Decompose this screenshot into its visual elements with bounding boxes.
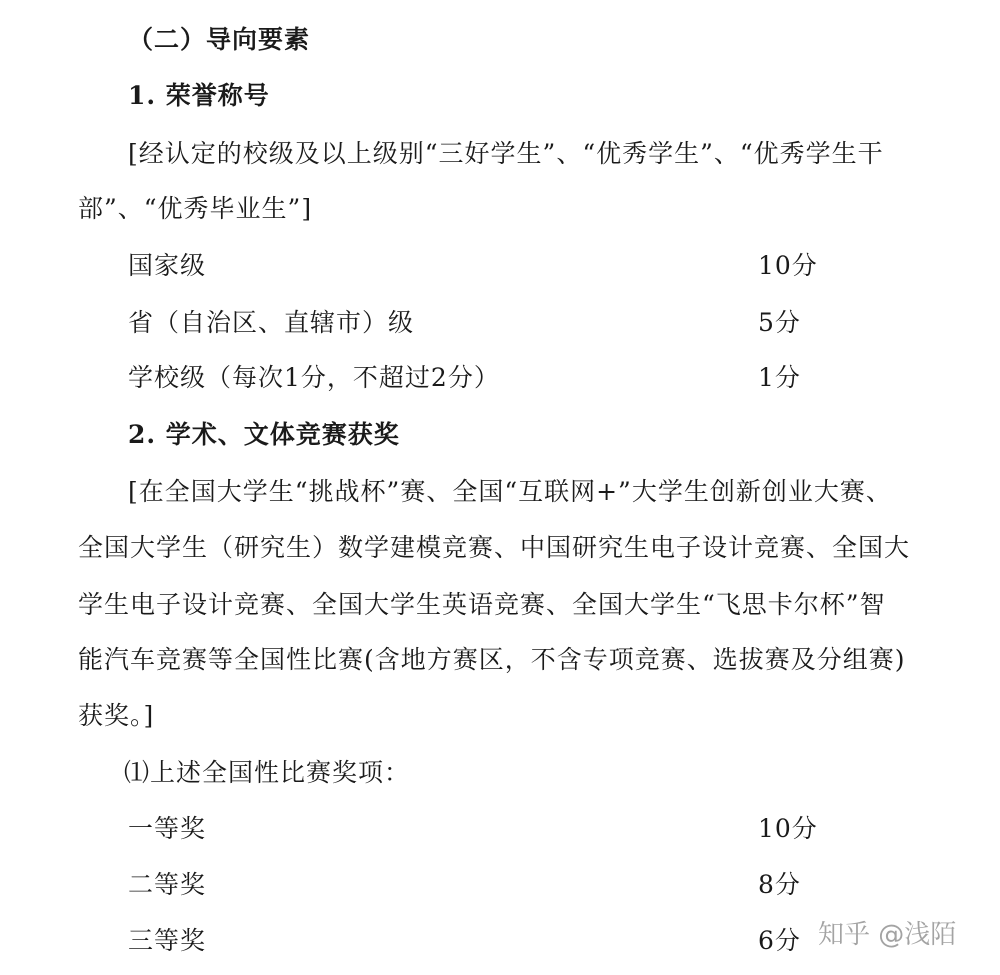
competition-subtitle: ⑴上述全国性比赛奖项： <box>124 758 411 787</box>
honor-item-label: 省（自治区、直辖市）级 <box>128 308 415 337</box>
award-label: 三等奖 <box>128 926 207 955</box>
competition-desc-line: 学生电子设计竞赛、全国大学生英语竞赛、全国大学生“飞思卡尔杯”智 <box>78 590 886 619</box>
award-score: 6分 <box>758 926 801 955</box>
award-score: 8分 <box>758 870 801 899</box>
competition-desc-line: 获奖。] <box>78 701 155 730</box>
honor-item-score: 1分 <box>758 363 801 392</box>
award-score: 10分 <box>758 814 818 843</box>
honor-item-label: 学校级（每次1分，不超过2分） <box>128 363 500 392</box>
honor-desc-line-1: [经认定的校级及以上级别“三好学生”、“优秀学生”、“优秀学生干 <box>128 139 884 168</box>
competition-title: 2. 学术、文体竞赛获奖 <box>128 420 400 449</box>
zhihu-watermark: 知乎 @浅陌 <box>818 920 957 950</box>
award-label: 一等奖 <box>128 814 207 843</box>
honor-item-score: 5分 <box>758 308 801 337</box>
competition-desc-line: 能汽车竞赛等全国性比赛(含地方赛区，不含专项竞赛、选拔赛及分组赛) <box>78 645 906 674</box>
competition-desc-line: 全国大学生（研究生）数学建模竞赛、中国研究生电子设计竞赛、全国大 <box>78 533 911 562</box>
competition-desc-line: [在全国大学生“挑战杯”赛、全国“互联网+”大学生创新创业大赛、 <box>128 477 892 506</box>
honor-desc-line-2: 部”、“优秀毕业生”] <box>78 194 313 223</box>
honor-title: 1. 荣誉称号 <box>128 81 270 110</box>
honor-item-score: 10分 <box>758 251 818 280</box>
honor-item-label: 国家级 <box>128 251 207 280</box>
section-heading: （二）导向要素 <box>128 25 311 54</box>
award-label: 二等奖 <box>128 870 207 899</box>
